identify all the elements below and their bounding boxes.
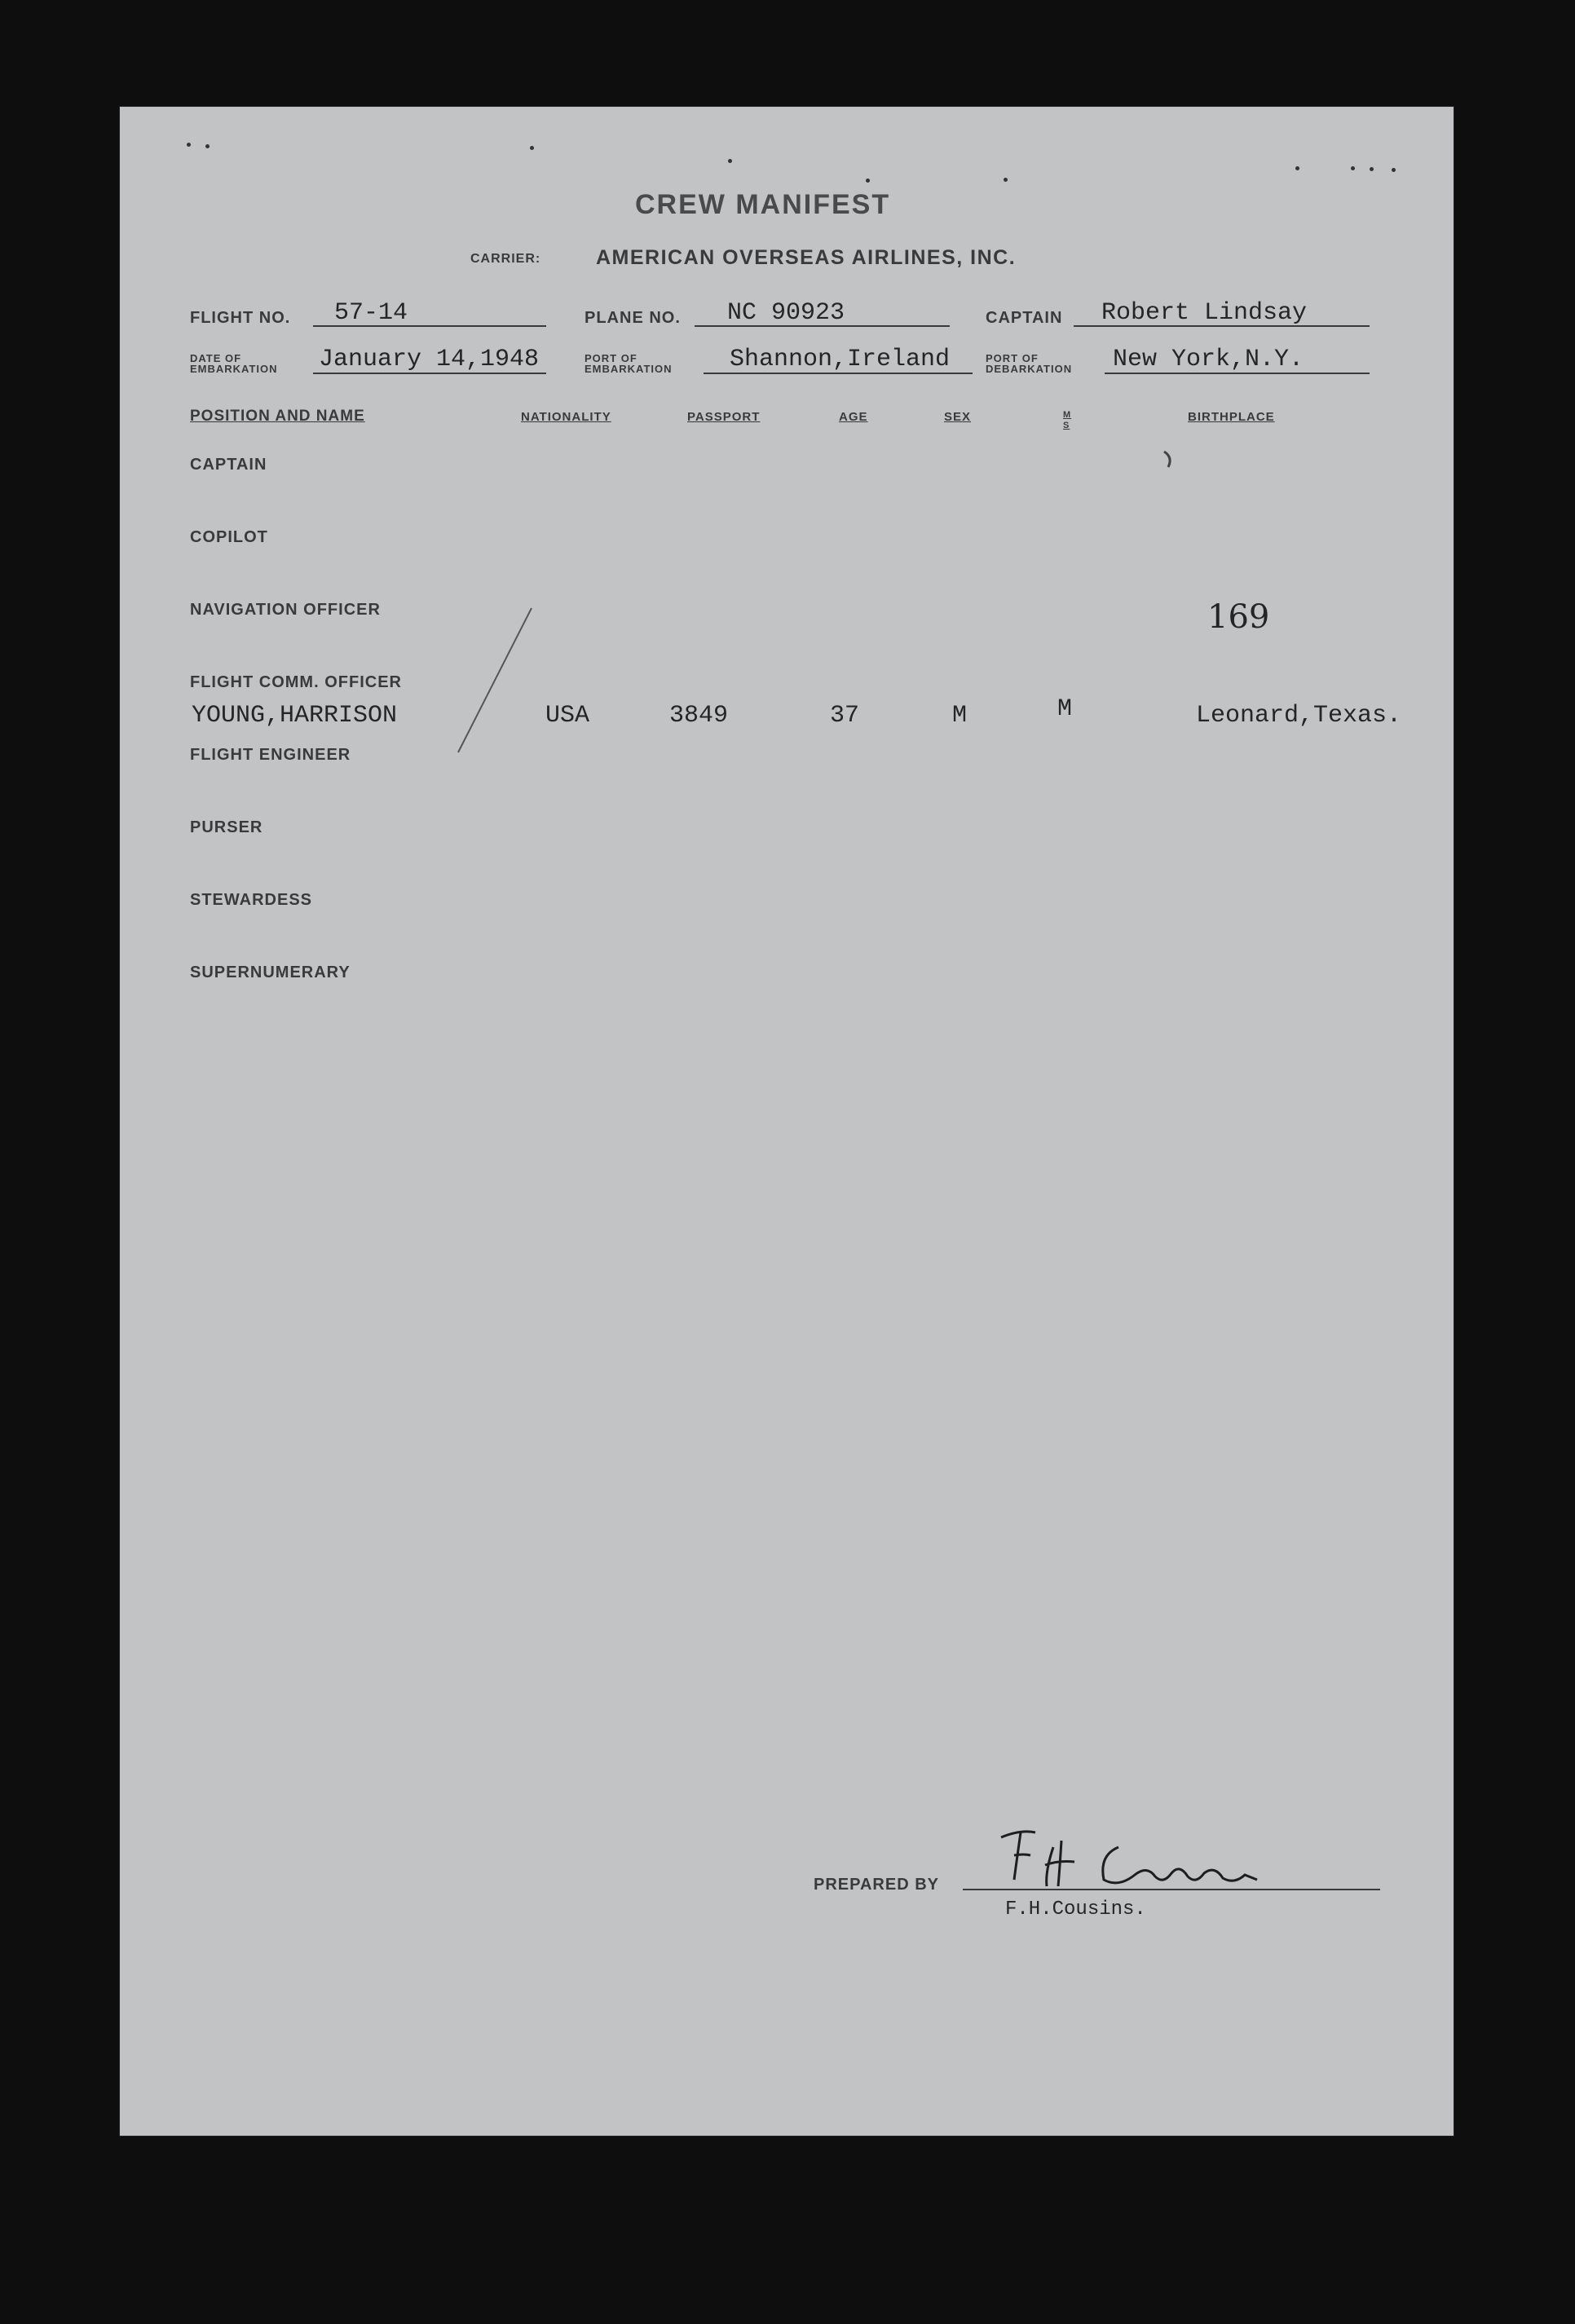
captain-label: CAPTAIN <box>986 309 1063 327</box>
page-title: CREW MANIFEST <box>635 189 891 220</box>
crew-birthplace: Leonard,Texas. <box>1196 702 1402 730</box>
speck <box>1351 166 1355 170</box>
position-flight-comm-officer: FLIGHT COMM. OFFICER <box>190 673 402 691</box>
date-label-line2: EMBARKATION <box>190 363 278 375</box>
captain-value: Robert Lindsay <box>1101 299 1308 327</box>
date-value: January 14,1948 <box>319 346 540 373</box>
speck <box>205 144 210 148</box>
crew-passport: 3849 <box>669 702 729 730</box>
carrier-label: CARRIER: <box>470 252 541 266</box>
col-age: AGE <box>839 410 868 424</box>
speck <box>1295 166 1299 170</box>
speck <box>1392 168 1396 172</box>
port-emb-label-line1: PORT OF <box>585 352 638 364</box>
flight-no-line <box>313 325 546 327</box>
port-deb-line <box>1105 373 1370 374</box>
port-deb-label-line1: PORT OF <box>986 352 1039 364</box>
col-position: POSITION AND NAME <box>190 408 365 425</box>
port-deb-value: New York,N.Y. <box>1113 346 1304 373</box>
plane-no-label: PLANE NO. <box>585 309 681 327</box>
crew-age: 37 <box>830 702 860 730</box>
position-navigation-officer: NAVIGATION OFFICER <box>190 601 381 619</box>
speck <box>1004 178 1008 182</box>
position-stewardess: STEWARDESS <box>190 891 313 909</box>
manifest-page <box>120 107 1454 2136</box>
signature <box>996 1823 1265 1900</box>
page-number: 169 <box>1207 598 1270 636</box>
date-label <box>190 353 278 374</box>
port-emb-label-line2: EMBARKATION <box>585 363 673 375</box>
plane-no-line <box>695 325 950 327</box>
position-captain: CAPTAIN <box>190 456 267 474</box>
signature-scrawl <box>996 1823 1265 1896</box>
speck <box>728 159 732 163</box>
prepared-by-label: PREPARED BY <box>814 1876 939 1894</box>
flight-no-value: 57-14 <box>334 299 408 327</box>
speck <box>1370 167 1374 171</box>
prepared-by-name: F.H.Cousins. <box>1005 1898 1146 1920</box>
flight-no-label: FLIGHT NO. <box>190 309 291 327</box>
col-sex: SEX <box>944 410 972 424</box>
speck <box>530 146 534 150</box>
port-deb-label-line2: DEBARKATION <box>986 363 1073 375</box>
col-passport: PASSPORT <box>687 410 761 424</box>
crew-nationality: USA <box>545 702 590 730</box>
plane-no-value: NC 90923 <box>727 299 845 327</box>
col-ms: M S <box>1063 410 1072 430</box>
carrier-name: AMERICAN OVERSEAS AIRLINES, INC. <box>596 246 1017 269</box>
crew-name: YOUNG,HARRISON <box>192 702 398 730</box>
crew-marital: M <box>1057 695 1073 723</box>
position-copilot: COPILOT <box>190 528 268 546</box>
port-emb-value: Shannon,Ireland <box>730 346 951 373</box>
port-emb-label <box>585 353 673 374</box>
captain-line <box>1074 325 1370 327</box>
tick-mark <box>1162 449 1178 474</box>
port-deb-label <box>986 353 1072 374</box>
pencil-mark <box>454 604 536 759</box>
position-supernumerary: SUPERNUMERARY <box>190 964 351 981</box>
date-line <box>313 373 546 374</box>
col-birthplace: BIRTHPLACE <box>1188 410 1275 424</box>
position-purser: PURSER <box>190 818 263 836</box>
position-flight-engineer: FLIGHT ENGINEER <box>190 746 351 764</box>
crew-sex: M <box>952 702 968 730</box>
port-emb-line <box>704 373 973 374</box>
speck <box>187 143 191 147</box>
speck <box>866 179 870 183</box>
date-label-line1: DATE OF <box>190 352 242 364</box>
col-nationality: NATIONALITY <box>521 410 611 424</box>
